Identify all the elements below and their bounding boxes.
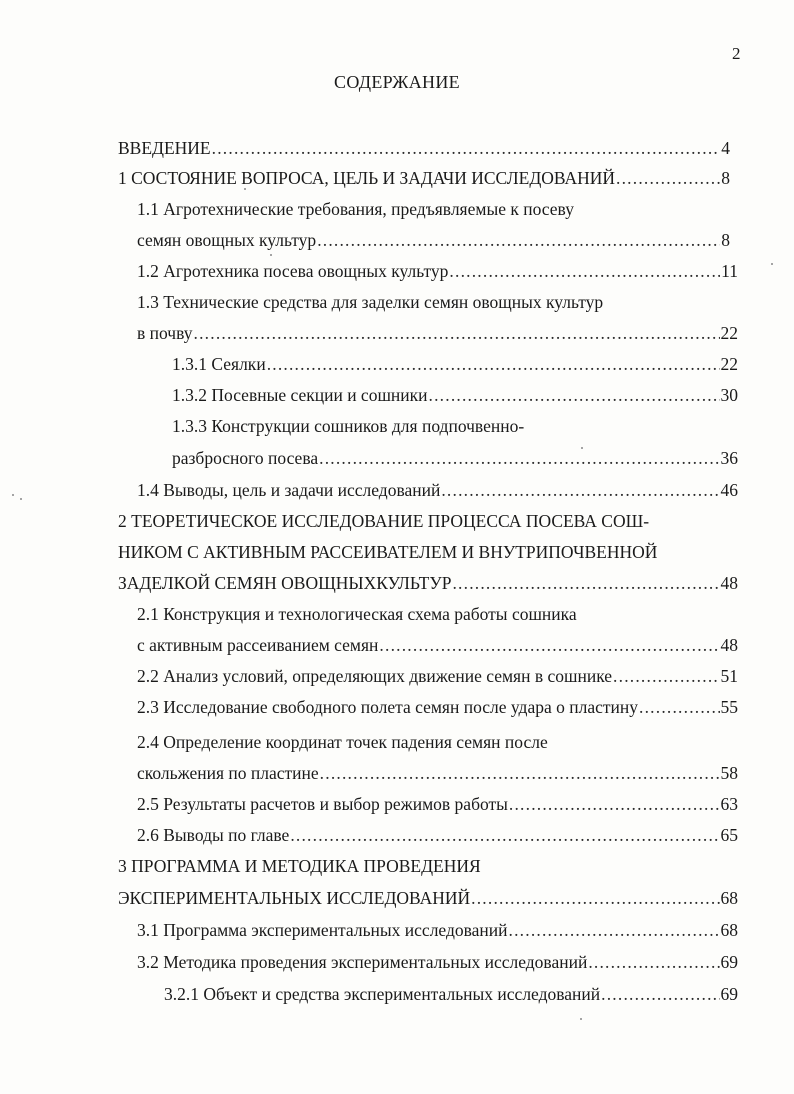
dot-leader bbox=[212, 137, 721, 159]
toc-entry-title: 1.3.1 Сеялки bbox=[172, 354, 266, 374]
toc-entry-1-3-3 bbox=[172, 447, 738, 469]
dot-leader bbox=[194, 322, 720, 344]
toc-entry-title: ВВЕДЕНИЕ bbox=[118, 138, 211, 158]
toc-entry-1-1-line1: 1.1 Агротехнические требования, предъявляемые к посеву bbox=[137, 199, 574, 219]
toc-entry-title: 2.2 Анализ условий, определяющих движение семян в сошнике bbox=[137, 666, 613, 686]
dot-leader bbox=[319, 447, 719, 469]
toc-entry-page: 46 bbox=[720, 480, 738, 500]
scan-speck bbox=[12, 494, 14, 496]
toc-entry-page: 36 bbox=[720, 448, 738, 468]
toc-entry-title: 1 СОСТОЯНИЕ ВОПРОСА, ЦЕЛЬ И ЗАДАЧИ ИССЛЕДОВАНИЙ bbox=[118, 168, 616, 188]
dot-leader bbox=[379, 634, 719, 656]
toc-entry-title: 2.5 Результаты расчетов и выбор режимов работы bbox=[137, 794, 508, 814]
dot-leader bbox=[449, 260, 720, 282]
dot-leader bbox=[509, 919, 720, 941]
dot-leader bbox=[601, 983, 719, 1005]
toc-entry-chapter-2-line1: 2 ТЕОРЕТИЧЕСКОЕ ИССЛЕДОВАНИЕ ПРОЦЕССА ПОСЕВА СОШ- bbox=[118, 511, 650, 531]
toc-entry-1-2 bbox=[137, 260, 738, 282]
toc-entry-page: 65 bbox=[720, 825, 738, 845]
toc-entry-title: 2.6 Выводы по главе bbox=[137, 825, 290, 845]
toc-entry-1-3 bbox=[137, 322, 738, 344]
toc-entry-page: 58 bbox=[720, 763, 738, 783]
toc-entry-intro bbox=[118, 137, 730, 159]
toc-entry-page: 48 bbox=[720, 635, 738, 655]
dot-leader bbox=[588, 951, 719, 973]
scan-speck bbox=[20, 498, 22, 500]
toc-entry-title: 3.2.1 Объект и средства экспериментальных исследований bbox=[164, 984, 601, 1004]
toc-entry-1-3-1 bbox=[172, 353, 738, 375]
dot-leader bbox=[290, 824, 719, 846]
toc-entry-1-3-line1: 1.3 Технические средства для заделки семян овощных культур bbox=[137, 292, 604, 312]
scan-speck bbox=[244, 188, 246, 190]
toc-entry-page: 11 bbox=[721, 261, 738, 281]
dot-leader bbox=[639, 696, 719, 718]
toc-entry-title: в почву bbox=[137, 323, 193, 343]
dot-leader bbox=[471, 887, 719, 909]
dot-leader bbox=[267, 353, 720, 375]
toc-entry-page: 69 bbox=[720, 984, 738, 1004]
toc-entry-title: семян овощных культур bbox=[137, 230, 317, 250]
toc-entry-page: 69 bbox=[720, 952, 738, 972]
toc-entry-1-3-3-line1: 1.3.3 Конструкции сошников для подпочвенно- bbox=[172, 416, 525, 436]
toc-entry-2-3 bbox=[137, 696, 738, 718]
dot-leader bbox=[317, 229, 720, 251]
toc-entry-2-2 bbox=[137, 665, 738, 687]
scan-speck bbox=[581, 447, 583, 449]
toc-entry-page: 22 bbox=[720, 323, 738, 343]
toc-entry-title: 1.4 Выводы, цель и задачи исследований bbox=[137, 480, 441, 500]
toc-entry-2-4-line1: 2.4 Определение координат точек падения семян после bbox=[137, 732, 548, 752]
toc-entry-page: 22 bbox=[720, 354, 738, 374]
dot-leader bbox=[613, 665, 719, 687]
toc-entry-title: ЭКСПЕРИМЕНТАЛЬНЫХ ИССЛЕДОВАНИЙ bbox=[118, 888, 471, 908]
toc-entry-title: скольжения по пластине bbox=[137, 763, 319, 783]
scan-speck bbox=[771, 263, 773, 265]
toc-entry-2-1 bbox=[137, 634, 738, 656]
toc-entry-page: 8 bbox=[721, 230, 730, 250]
toc-entry-page: 51 bbox=[720, 666, 738, 686]
toc-entry-1-3-2 bbox=[172, 384, 738, 406]
toc-entry-2-5 bbox=[137, 793, 738, 815]
toc-entry-title: разбросного посева bbox=[172, 448, 319, 468]
toc-entry-chapter-3-line1: 3 ПРОГРАММА И МЕТОДИКА ПРОВЕДЕНИЯ bbox=[118, 856, 481, 876]
toc-entry-3-2 bbox=[137, 951, 738, 973]
toc-entry-page: 55 bbox=[720, 697, 738, 717]
toc-entry-3-1 bbox=[137, 919, 738, 941]
toc-entry-3-2-1 bbox=[164, 983, 738, 1005]
dot-leader bbox=[616, 167, 720, 189]
dot-leader bbox=[320, 762, 720, 784]
toc-entry-2-1-line1: 2.1 Конструкция и технологическая схема работы сошника bbox=[137, 604, 577, 624]
dot-leader bbox=[441, 479, 719, 501]
toc-entry-title: 3.2 Методика проведения экспериментальных исследований bbox=[137, 952, 588, 972]
toc-entry-chapter-2 bbox=[118, 572, 738, 594]
toc-entry-chapter-1 bbox=[118, 167, 730, 189]
toc-entry-title: ЗАДЕЛКОЙ СЕМЯН ОВОЩНЫХКУЛЬТУР bbox=[118, 573, 452, 593]
scan-speck bbox=[580, 1018, 582, 1020]
toc-entry-2-4 bbox=[137, 762, 738, 784]
toc-entry-page: 48 bbox=[720, 573, 738, 593]
page-number: 2 bbox=[732, 44, 741, 63]
toc-entry-chapter-2-line2: НИКОМ С АКТИВНЫМ РАССЕИВАТЕЛЕМ И ВНУТРИПОЧВЕННОЙ bbox=[118, 542, 658, 562]
toc-entry-chapter-3 bbox=[118, 887, 738, 909]
toc-entry-page: 4 bbox=[721, 138, 730, 158]
toc-entry-page: 68 bbox=[720, 888, 738, 908]
toc-entry-title: 2.3 Исследование свободного полета семян после удара о пластину bbox=[137, 697, 639, 717]
toc-entry-1-4 bbox=[137, 479, 738, 501]
toc-entry-page: 68 bbox=[720, 920, 738, 940]
page-title: СОДЕРЖАНИЕ bbox=[334, 72, 460, 92]
dot-leader bbox=[509, 793, 720, 815]
toc-entry-page: 63 bbox=[720, 794, 738, 814]
toc-entry-2-6 bbox=[137, 824, 738, 846]
toc-entry-page: 30 bbox=[720, 385, 738, 405]
dot-leader bbox=[429, 384, 720, 406]
toc-entry-title: с активным рассеиванием семян bbox=[137, 635, 379, 655]
toc-entry-title: 1.2 Агротехника посева овощных культур bbox=[137, 261, 449, 281]
toc-entry-page: 8 bbox=[721, 168, 730, 188]
toc-entry-title: 3.1 Программа экспериментальных исследований bbox=[137, 920, 508, 940]
scan-speck bbox=[270, 254, 272, 256]
dot-leader bbox=[452, 572, 719, 594]
toc-entry-title: 1.3.2 Посевные секции и сошники bbox=[172, 385, 428, 405]
toc-entry-1-1 bbox=[137, 229, 730, 251]
